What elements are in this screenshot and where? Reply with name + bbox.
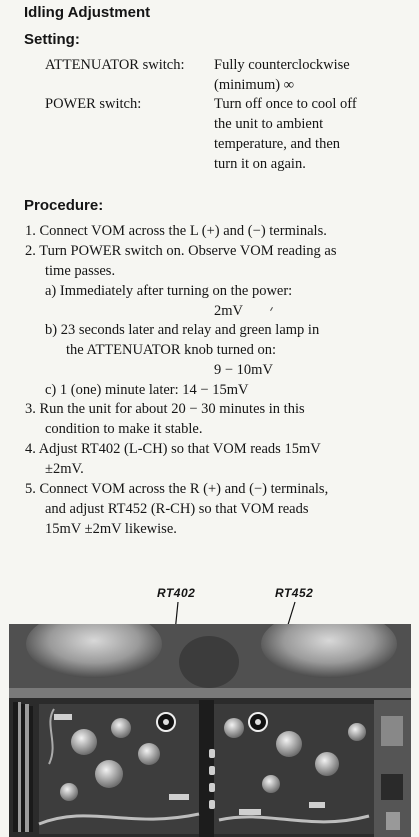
step-2-line-2: time passes. xyxy=(45,263,116,279)
power-value-line-3: temperature, and then xyxy=(214,136,341,152)
step-1: 1. Connect VOM across the L (+) and (−) terminals. xyxy=(25,223,327,239)
attenuator-value-line-2: (minimum) ∞ xyxy=(214,77,295,93)
step-5-line-3: 15mV ±2mV likewise. xyxy=(45,521,177,537)
procedure-heading: Procedure: xyxy=(24,197,104,214)
substep-b-line-1: b) 23 seconds later and relay and green lamp in xyxy=(45,322,320,338)
substep-c: c) 1 (one) minute later: 14 − 15mV xyxy=(45,382,249,398)
substep-b-line-2: the ATTENUATOR knob turned on: xyxy=(66,342,276,358)
label-rt402: RT402 xyxy=(157,586,196,600)
attenuator-value-line-1: Fully counterclockwise xyxy=(214,57,350,73)
substep-b-value: 9 − 10mV xyxy=(214,362,273,378)
amplifier-chassis-photo xyxy=(9,624,411,837)
setting-heading: Setting: xyxy=(24,31,80,48)
step-4-line-1: 4. Adjust RT402 (L-CH) so that VOM reads 15mV xyxy=(25,441,321,457)
label-rt452: RT452 xyxy=(275,586,314,600)
power-value-line-1: Turn off once to cool off xyxy=(214,96,357,112)
step-5-line-2: and adjust RT452 (R-CH) so that VOM reads xyxy=(45,501,309,517)
step-3-line-1: 3. Run the unit for about 20 − 30 minutes in this xyxy=(25,401,305,417)
attenuator-label: ATTENUATOR switch: xyxy=(45,57,185,73)
step-5-line-1: 5. Connect VOM across the R (+) and (−) terminals, xyxy=(25,481,329,497)
step-2-line-1: 2. Turn POWER switch on. Observe VOM reading as xyxy=(25,243,337,259)
section-title: Idling Adjustment xyxy=(24,4,151,21)
substep-a-line-1: a) Immediately after turning on the power: xyxy=(45,283,293,299)
step-3-line-2: condition to make it stable. xyxy=(45,421,203,437)
step-4-line-2: ±2mV. xyxy=(45,461,84,477)
power-label: POWER switch: xyxy=(45,96,142,112)
substep-a-value: 2mV xyxy=(214,303,243,319)
power-value-line-4: turn it on again. xyxy=(214,156,306,172)
power-value-line-2: the unit to ambient xyxy=(214,116,324,132)
